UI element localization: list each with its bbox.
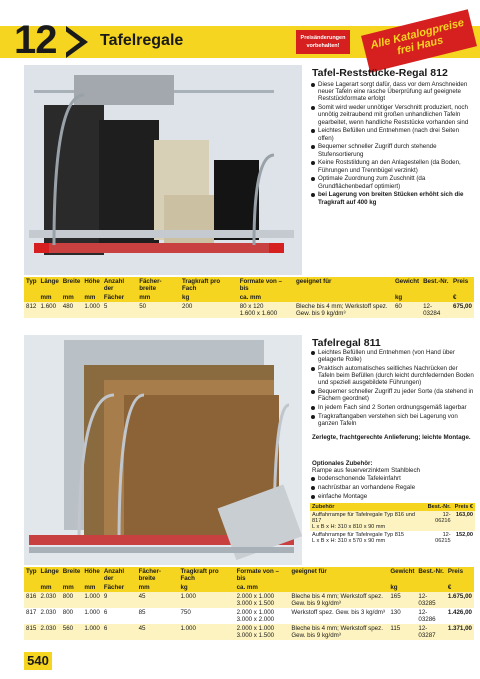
table-row	[24, 624, 474, 640]
table-cell: 1.000	[84, 593, 100, 600]
header-cell: Formate von – bis	[239, 278, 282, 292]
table-cell: Bleche bis 4 mm; Werkstoff spez. Gew. bis 9 kg/dm³	[291, 625, 383, 639]
table-cell: Bleche bis 4 mm; Werkstoff spez. Gew. bis 9 kg/dm³	[291, 593, 383, 607]
unit-cell: mm	[40, 584, 52, 591]
table-cell: Bleche bis 4 mm; Werkstoff spez. Gew. bis 9 kg/dm³	[295, 303, 388, 317]
header-cell: geeignet für	[295, 278, 332, 285]
unit-cell: mm	[62, 584, 74, 591]
product-title-811: Tafelregal 811	[312, 337, 381, 349]
header-cell: Best.-Nr.	[427, 504, 451, 510]
table-cell: 1.000	[84, 303, 100, 310]
table-cell: 817	[26, 609, 37, 616]
table-cell: 163,00	[455, 512, 473, 518]
header-cell: Best.-Nr.	[418, 568, 444, 575]
table-cell: 12-03287	[418, 625, 436, 639]
header-cell: Fächer-breite	[138, 568, 161, 582]
table-cell: 45	[138, 593, 146, 600]
unit-cell: ca. mm	[236, 584, 258, 591]
table-cell: 800	[62, 609, 74, 616]
bullet-item: Keine Roststildung an den Anlagestellen (da Boden, Führungen und Trennbügel verzinkt)	[310, 159, 475, 173]
table-cell: 12-03285	[418, 593, 436, 607]
unit-cell: kg	[394, 294, 403, 301]
table-cell: 2.030	[40, 625, 57, 632]
unit-cell: mm	[139, 294, 151, 301]
table-cell: 6	[103, 625, 108, 632]
product-photo-811	[24, 335, 302, 565]
unit-cell	[24, 583, 39, 592]
bullet-item: Praktisch automatisches seitliches Nachrücken der Tafeln beim Befüllen (durch leicht durchfedernden Boden und speziell ausgebildete Führungen)	[310, 365, 475, 387]
table-cell: 2.030	[40, 609, 57, 616]
accessory-table	[310, 503, 475, 545]
table-row	[24, 302, 474, 318]
bullet-item: bodenschonende Tafeleinfahrt	[310, 475, 475, 482]
table-cell: 675,00	[453, 303, 472, 310]
table-cell: 5	[103, 303, 108, 310]
product-title-812: Tafel-Reststücke-Regal 812	[312, 67, 448, 79]
header-cell: Zubehör	[312, 504, 335, 510]
page-number: 540	[24, 652, 52, 670]
table-row	[24, 608, 474, 624]
unit-cell: €	[453, 294, 457, 301]
header-cell: geeignet für	[291, 568, 327, 575]
table-cell: 85	[138, 609, 146, 616]
table-cell: 560	[62, 625, 74, 632]
bullet-item: Diese Lagerart sorgt dafür, dass vor dem Anschneiden neuer Tafeln eine rasche Überprüfung auf geeignete Reststückformate erfolgt	[310, 81, 475, 103]
table-cell: 1.000	[84, 625, 100, 632]
table-cell: 812	[26, 303, 37, 310]
header-cell: Preis	[447, 568, 464, 575]
table-header-row	[310, 503, 475, 511]
table-cell: 1.000	[84, 609, 100, 616]
header-cell: Anzahl der	[103, 568, 125, 582]
unit-cell	[421, 293, 451, 302]
unit-cell	[289, 583, 388, 592]
bullet-item: bei Lagerung von breiten Stücken erhöht sich die Tragkraft auf 400 kg	[310, 191, 475, 205]
table-cell: 1.675,00	[447, 593, 472, 600]
table-cell: 50	[139, 303, 147, 310]
section-title: Tafelregale	[100, 32, 184, 49]
product-bullets-811	[310, 349, 475, 429]
header-cell: Gewicht	[390, 568, 415, 575]
table-cell: 6	[103, 609, 108, 616]
table-cell: 45	[138, 625, 146, 632]
bullet-item: Leichtes Befüllen und Entnehmen (nach drei Seiten offen)	[310, 127, 475, 141]
table-units-row	[24, 293, 474, 302]
header-cell: Breite	[62, 568, 81, 575]
table-cell: 12-06215	[435, 532, 451, 544]
table-header-row	[24, 567, 474, 583]
unit-cell: kg	[182, 294, 190, 301]
table-cell: 80 x 120 1.600 x 1.600	[239, 303, 278, 317]
table-cell: 1.371,00	[447, 625, 472, 632]
spec-table-811	[24, 567, 474, 640]
table-row	[24, 592, 474, 608]
unit-cell: mm	[62, 294, 74, 301]
table-cell: 12-03286	[418, 609, 436, 623]
product-bullets-812	[310, 81, 475, 207]
header-cell: Preis €	[454, 504, 474, 510]
table-cell: 2.000 x 1.000 3.000 x 1.500	[236, 625, 275, 639]
table-cell: 1.426,00	[447, 609, 472, 616]
unit-cell	[24, 293, 39, 302]
bullet-item: Optimale Zuordnung zum Zuschnitt (da Grundflächenbedarf optimiert)	[310, 175, 475, 189]
accessory-bullets	[310, 475, 475, 501]
header-cell: Best.-Nr.	[423, 278, 449, 285]
table-cell: 115	[390, 625, 401, 632]
table-cell: 60	[394, 303, 402, 310]
unit-cell: kg	[390, 584, 398, 591]
table-cell: 750	[180, 609, 191, 616]
table-cell: 1.000	[180, 625, 196, 632]
header-cell: Preis	[453, 278, 469, 285]
accessory-title: Optionales Zubehör:	[312, 460, 373, 467]
bullet-item: Tragkraftangaben verstehen sich bei Lagerung von ganzen Tafeln	[310, 413, 475, 427]
table-cell: 12-06216	[435, 512, 451, 524]
table-cell: 2.000 x 1.000 3.000 x 1.500	[236, 593, 275, 607]
header-cell: Fächer-breite	[139, 278, 162, 292]
header-cell: Länge	[40, 278, 59, 285]
table-cell: 480	[62, 303, 74, 310]
unit-cell	[416, 583, 445, 592]
spec-table-812	[24, 277, 474, 318]
bullet-item: Somit wird weder unnötiger Verschnitt produziert, noch unnötig zeitraubend mit großen unhandlichen Tafeln gearbeitet, wenn handliche Reststücke vorhanden sind	[310, 104, 475, 126]
table-row	[310, 511, 475, 531]
delivery-note: Zerlegte, frachtgerechte Anlieferung; leichte Montage.	[312, 434, 471, 441]
table-cell: 165	[390, 593, 401, 600]
header-cell: Anzahl der	[103, 278, 125, 292]
table-cell: Auffahrrampe für Tafelregale Typ 815 L x B x H: 310 x 570 x 90 mm	[312, 532, 405, 544]
table-units-row	[24, 583, 474, 592]
header-cell: Breite	[62, 278, 81, 285]
bullet-item: In jedem Fach sind 2 Sorten ordnungsgemäß lagerbar	[310, 404, 475, 411]
header-cell: Höhe	[84, 568, 100, 575]
chapter-number: 12	[14, 18, 57, 62]
unit-cell: mm	[84, 294, 96, 301]
header-cell: Typ	[26, 568, 37, 575]
table-cell: 1.600	[40, 303, 57, 310]
table-cell: 2.030	[40, 593, 57, 600]
product-photo-812	[24, 65, 302, 275]
table-cell: 130	[390, 609, 401, 616]
table-header-row	[24, 277, 474, 293]
header-cell: Tragkraft pro Fach	[182, 278, 221, 292]
table-cell: 9	[103, 593, 108, 600]
table-row	[310, 531, 475, 545]
bullet-item: einfache Montage	[310, 493, 475, 500]
header-cell: Formate von – bis	[236, 568, 279, 582]
bullet-item: nachrüstbar an vorhandene Regale	[310, 484, 475, 491]
table-cell: 12-03284	[423, 303, 441, 317]
header-cell: Tragkraft pro Fach	[180, 568, 219, 582]
table-cell: 1.000	[180, 593, 196, 600]
unit-cell: mm	[138, 584, 150, 591]
bullet-item: Leichtes Befüllen und Entnehmen (von Hand über gelagerte Rolle)	[310, 349, 475, 363]
unit-cell: kg	[180, 584, 188, 591]
table-cell: 816	[26, 593, 37, 600]
unit-cell: Fächer	[103, 584, 125, 591]
table-cell: 800	[62, 593, 74, 600]
unit-cell: Fächer	[103, 294, 125, 301]
unit-cell	[294, 293, 393, 302]
header-cell: Höhe	[84, 278, 100, 285]
bullet-item: Bequemer schneller Zugriff durch stehende Stufensortierung	[310, 143, 475, 157]
table-cell: 152,00	[455, 532, 473, 538]
unit-cell: €	[447, 584, 452, 591]
price-banner: Alle Katalogpreise frei Haus	[361, 9, 477, 72]
table-cell: 2.000 x 1.000 3.000 x 2.000	[236, 609, 275, 623]
header-cell: Typ	[26, 278, 37, 285]
header-cell: Gewicht	[394, 278, 420, 285]
unit-cell: mm	[84, 584, 96, 591]
header-cell: Länge	[40, 568, 59, 575]
unit-cell: ca. mm	[239, 294, 262, 301]
chapter-arrow-inner	[64, 30, 80, 54]
table-cell: 815	[26, 625, 37, 632]
bullet-item: Bequemer schneller Zugriff zu jeder Sorte (da stehend in Fächern geordnet)	[310, 388, 475, 402]
table-cell: Werkstoff spez. Gew. bis 3 kg/dm³	[291, 609, 385, 616]
accessory-text: Rampe aus feuerverzinktem Stahlblech	[312, 467, 420, 474]
table-cell: 200	[182, 303, 193, 310]
table-cell: Auffahrrampe für Tafelregale Typ 816 und 817 L x B x H: 310 x 810 x 90 mm	[312, 512, 415, 530]
price-change-notice: Preisänderungen vorbehalten!	[296, 30, 350, 54]
unit-cell: mm	[40, 294, 52, 301]
